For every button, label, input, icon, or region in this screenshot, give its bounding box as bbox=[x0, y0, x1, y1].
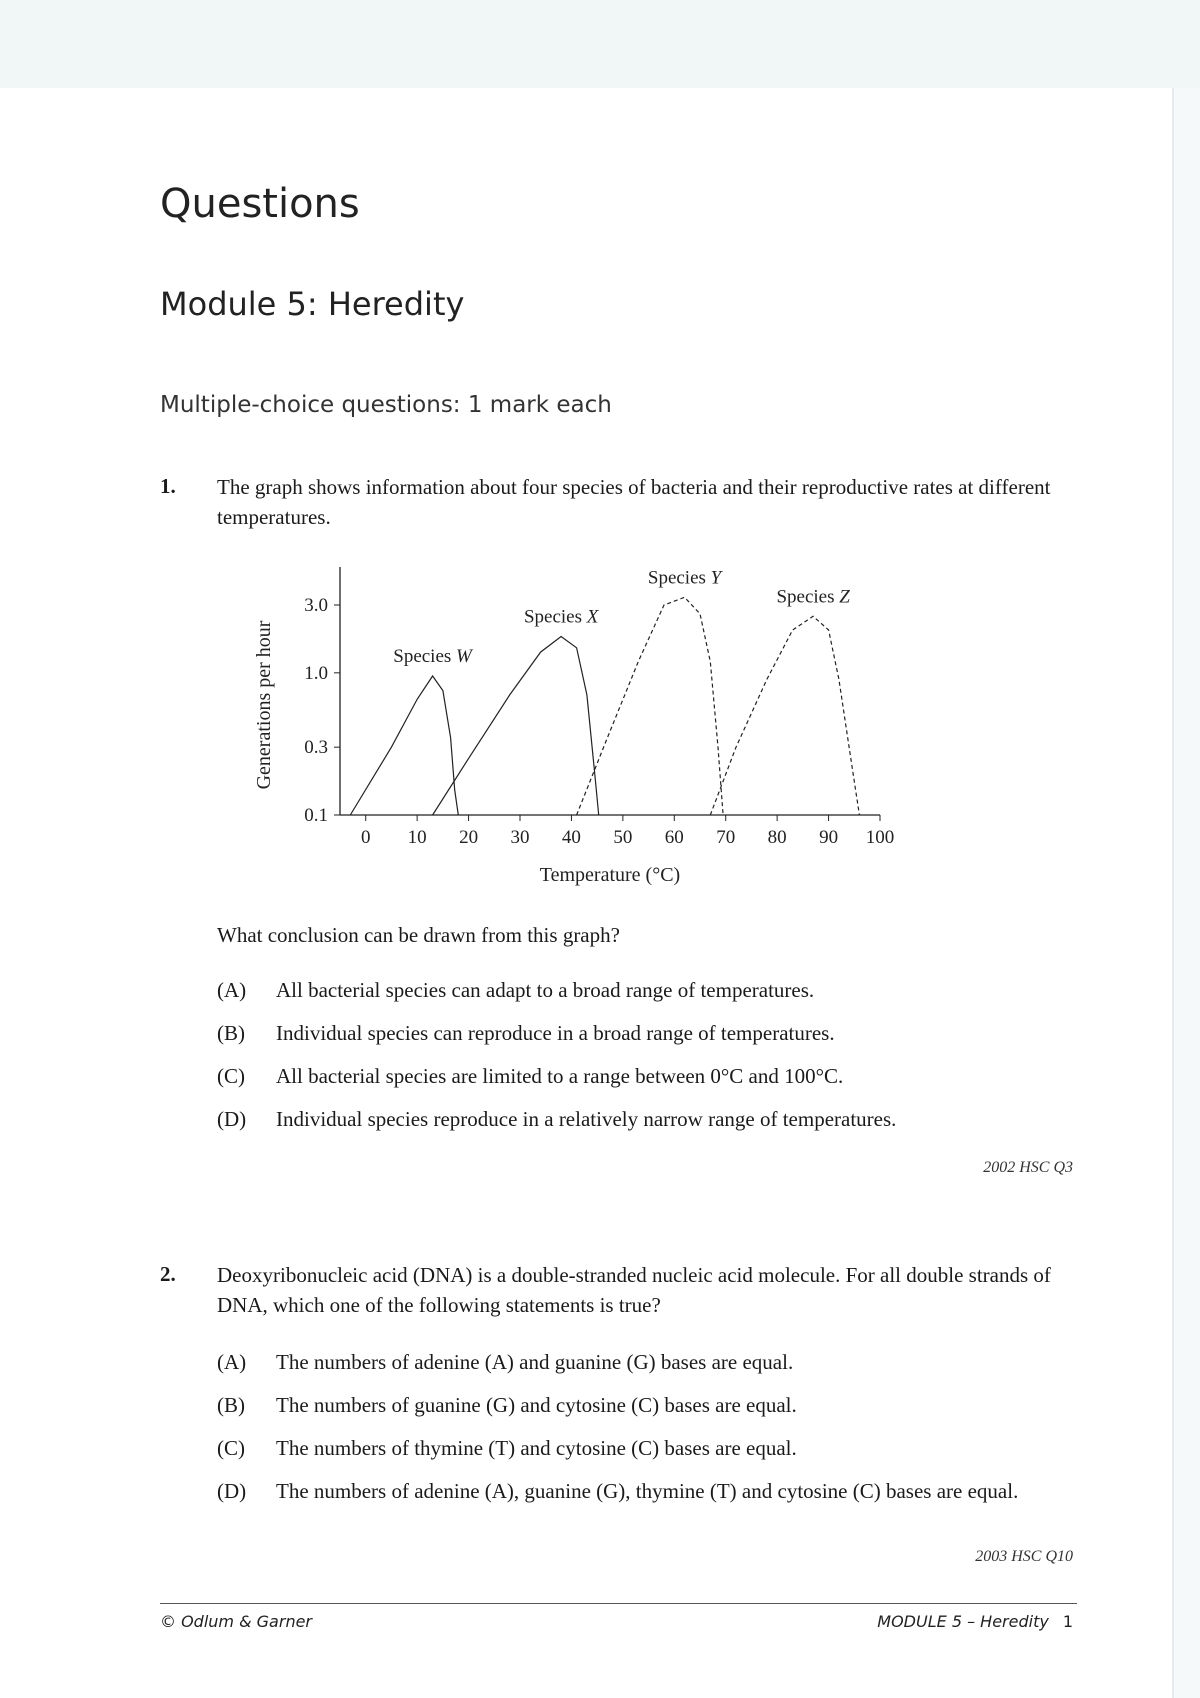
q1-option-a[interactable] bbox=[217, 976, 1077, 1005]
series-label-variable: X bbox=[586, 606, 599, 628]
x-tick-label: 70 bbox=[716, 827, 736, 848]
option-text: All bacterial species can adapt to a broad range of temperatures. bbox=[276, 978, 815, 1002]
x-tick-label: 10 bbox=[407, 827, 427, 848]
x-tick-label: 60 bbox=[664, 827, 684, 848]
bacteria-reproduction-chart bbox=[240, 555, 1000, 895]
page-number: 1 bbox=[1062, 1612, 1073, 1631]
y-tick-label: 3.0 bbox=[304, 595, 328, 616]
question-1-text: The graph shows information about four species of bacteria and their reproductive rates at different temperatures. bbox=[217, 475, 1051, 529]
x-tick-label: 0 bbox=[360, 827, 371, 848]
option-letter: (D) bbox=[217, 1107, 247, 1131]
module-title: Module 5: Heredity bbox=[160, 285, 465, 323]
option-letter: (C) bbox=[217, 1064, 245, 1088]
question-1-prompt: What conclusion can be drawn from this graph? bbox=[217, 923, 620, 947]
series-label-y: Species Y bbox=[648, 567, 724, 588]
x-tick-label: 20 bbox=[459, 827, 479, 848]
series-label-x: Species X bbox=[523, 606, 599, 628]
q2-option-c[interactable] bbox=[217, 1434, 1077, 1463]
y-axis-label: Generations per hour bbox=[253, 620, 275, 790]
scan-margin-right bbox=[1174, 88, 1200, 1698]
q2-option-a[interactable] bbox=[217, 1348, 1077, 1377]
series-label-w: Species W bbox=[393, 646, 474, 667]
scan-margin-top bbox=[0, 0, 1200, 88]
option-letter: (D) bbox=[217, 1479, 247, 1503]
x-tick-label: 90 bbox=[819, 827, 839, 848]
question-2-text: Deoxyribonucleic acid (DNA) is a double-stranded nucleic acid molecule. For all double strands of DNA, which one of the following statements is true? bbox=[217, 1263, 1051, 1317]
option-text: The numbers of adenine (A) and guanine (G) bases are equal. bbox=[276, 1350, 794, 1374]
x-axis-label: Temperature (°C) bbox=[539, 864, 681, 886]
x-tick-label: 50 bbox=[613, 827, 633, 848]
series-line-z bbox=[710, 616, 859, 815]
series-label-variable: W bbox=[456, 645, 472, 667]
option-letter: (B) bbox=[217, 1021, 245, 1045]
page-title: Questions bbox=[160, 181, 360, 227]
y-tick-label: 0.3 bbox=[304, 737, 328, 759]
x-tick-label: 30 bbox=[510, 827, 530, 848]
footer-module-label: MODULE 5 – Heredity bbox=[877, 1612, 1049, 1631]
option-text: The numbers of thymine (T) and cytosine (C) bases are equal. bbox=[276, 1436, 797, 1460]
option-text: The numbers of adenine (A), guanine (G), thymine (T) and cytosine (C) bases are equal. bbox=[276, 1479, 1019, 1503]
option-text: All bacterial species are limited to a range between 0°C and 100°C. bbox=[276, 1064, 844, 1088]
y-tick-label: 1.0 bbox=[304, 662, 328, 684]
q2-option-d[interactable] bbox=[217, 1477, 1077, 1506]
y-tick-label: 0.1 bbox=[304, 805, 328, 826]
question-1-source: 2002 HSC Q3 bbox=[983, 1159, 1073, 1176]
section-label: Multiple-choice questions: 1 mark each bbox=[160, 392, 612, 418]
x-tick-label: 80 bbox=[767, 827, 787, 848]
footer-rule bbox=[160, 1603, 1077, 1604]
series-label-variable: Z bbox=[839, 586, 850, 608]
option-text: Individual species reproduce in a relatively narrow range of temperatures. bbox=[276, 1107, 897, 1131]
q2-option-b[interactable] bbox=[217, 1391, 1077, 1420]
footer-copyright: © Odlum & Garner bbox=[160, 1612, 312, 1631]
q1-option-d[interactable] bbox=[217, 1105, 1077, 1134]
q1-option-c[interactable] bbox=[217, 1062, 1077, 1091]
footer-module bbox=[877, 1612, 1073, 1631]
option-text: Individual species can reproduce in a broad range of temperatures. bbox=[276, 1021, 835, 1045]
q1-option-b[interactable] bbox=[217, 1019, 1077, 1048]
series-line-w bbox=[350, 676, 458, 815]
series-label-variable: Y bbox=[710, 567, 722, 589]
option-letter: (C) bbox=[217, 1436, 245, 1460]
option-letter: (B) bbox=[217, 1393, 245, 1417]
question-2-source: 2003 HSC Q10 bbox=[975, 1548, 1073, 1565]
question-1-number: 1. bbox=[160, 474, 176, 498]
option-letter: (A) bbox=[217, 1350, 247, 1374]
x-tick-label: 40 bbox=[561, 827, 581, 848]
option-text: The numbers of guanine (G) and cytosine (C) bases are equal. bbox=[276, 1393, 797, 1417]
series-line-y bbox=[577, 597, 724, 815]
x-tick-label: 100 bbox=[865, 827, 895, 848]
option-letter: (A) bbox=[217, 978, 247, 1002]
series-label-z: Species Z bbox=[776, 586, 850, 608]
question-2-number: 2. bbox=[160, 1262, 176, 1286]
